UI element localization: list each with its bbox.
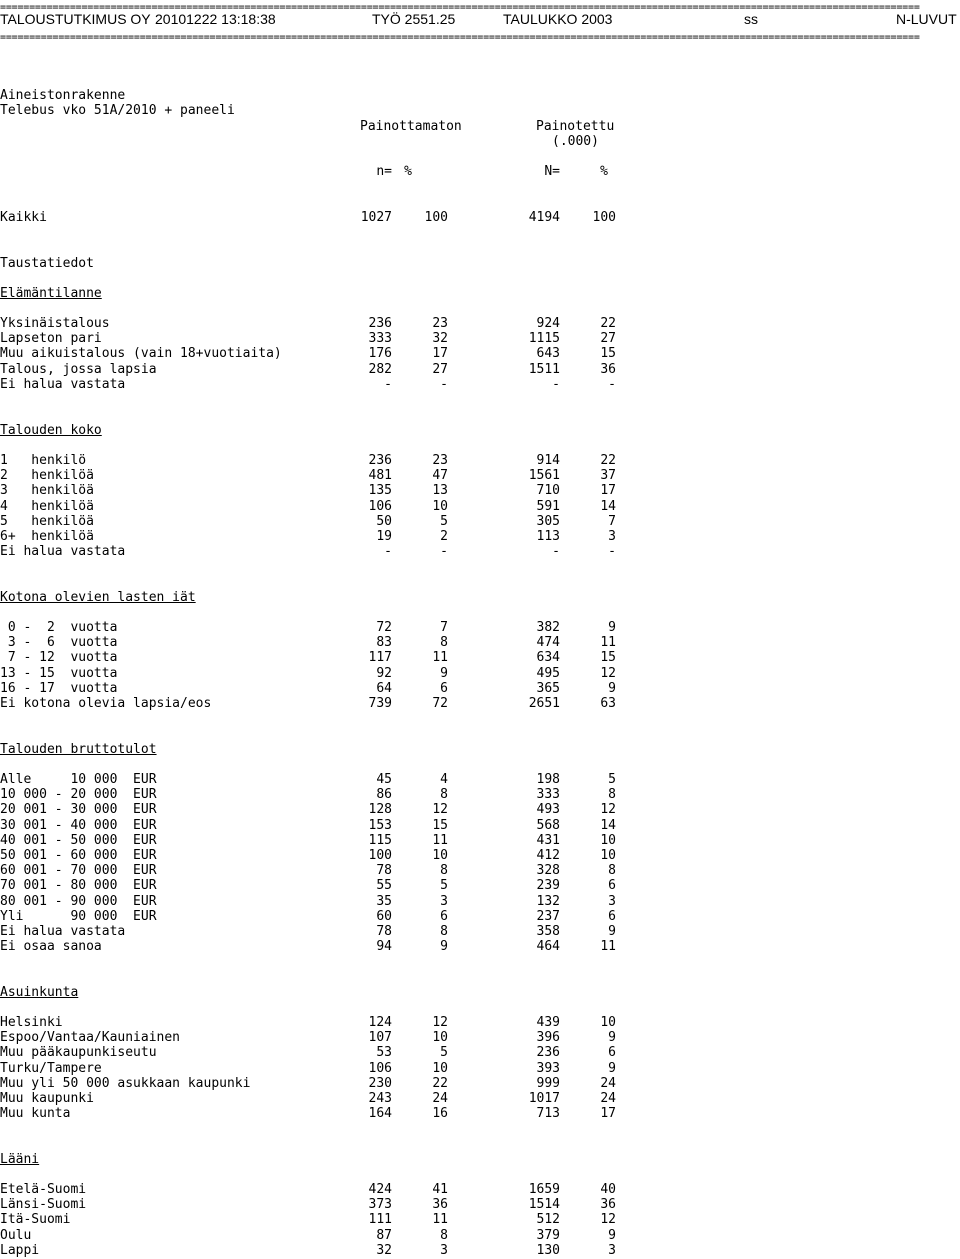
N-value: 130	[536, 1242, 560, 1258]
pct-weighted-value: 40	[600, 1182, 616, 1197]
pct-weighted-value: 17	[600, 1106, 616, 1122]
pct-value: 11	[432, 650, 448, 666]
pct-value: 8	[440, 787, 448, 803]
n-value: 236	[368, 453, 392, 468]
table-row	[0, 1091, 960, 1107]
pct-value: 10	[432, 848, 448, 863]
row-label: 40 001 - 50 000 EUR	[0, 832, 157, 848]
N-value: -	[552, 376, 560, 392]
n-value: 60	[376, 908, 392, 924]
pct-weighted-value: 9	[608, 620, 616, 635]
pct-weighted-value: 24	[600, 1075, 616, 1091]
n-value: 333	[368, 331, 392, 347]
N-value: 1017	[528, 1091, 560, 1106]
pct-value: 12	[432, 802, 448, 818]
pct-weighted-value: 10	[600, 832, 616, 848]
N-value: 1511	[528, 361, 560, 377]
row-label: Ei halua vastata	[0, 376, 126, 392]
table-row	[0, 924, 960, 940]
pct-weighted-value: 8	[608, 787, 616, 803]
n-value: 64	[376, 680, 392, 696]
pct-value: 17	[432, 346, 448, 362]
row-label: Länsi-Suomi	[0, 1197, 87, 1213]
row-label: 10 000 - 20 000 EUR	[0, 787, 157, 803]
N-value: 237	[536, 908, 560, 924]
table-row	[0, 1212, 960, 1228]
intro-title: Aineistonrakenne	[0, 88, 126, 103]
N-value: 198	[536, 772, 560, 787]
N-value: 914	[536, 453, 560, 468]
pct-value: 12	[432, 1015, 448, 1030]
row-label: 50 001 - 60 000 EUR	[0, 848, 157, 863]
row-label: 0 - 2 vuotta	[0, 620, 118, 635]
N-value: 333	[536, 787, 560, 803]
col-head-pct-weighted: %	[600, 164, 608, 179]
row-label: Muu yli 50 000 asukkaan kaupunki	[0, 1075, 251, 1091]
pct-value: 2	[440, 529, 448, 544]
n-value: 87	[376, 1227, 392, 1243]
n-value: 124	[368, 1015, 392, 1030]
N-value: 305	[536, 513, 560, 529]
row-label: Espoo/Vantaa/Kauniainen	[0, 1030, 181, 1046]
pct-value: 3	[440, 893, 448, 909]
pct-value: 7	[440, 620, 448, 635]
row-label: Helsinki	[0, 1015, 63, 1030]
pct-value: 5	[440, 878, 448, 894]
total-row	[0, 210, 960, 226]
row-label: Itä-Suomi	[0, 1212, 71, 1228]
row-label: Alle 10 000 EUR	[0, 772, 157, 787]
n-value: 32	[376, 1242, 392, 1258]
table-row	[0, 346, 960, 362]
row-label: Muu aikuistalous (vain 18+vuotiaita)	[0, 346, 282, 362]
n-value: 115	[368, 832, 392, 848]
table-row	[0, 377, 960, 393]
pct-value: 27	[432, 361, 448, 377]
n-value: 19	[376, 529, 392, 544]
pct-weighted-value: 22	[600, 316, 616, 331]
row-label: Muu kaupunki	[0, 1091, 94, 1106]
table-row	[0, 833, 960, 849]
section-title: Elämäntilanne	[0, 286, 102, 301]
N-value: 643	[536, 346, 560, 362]
N-value: 1514	[528, 1197, 560, 1213]
table-row	[0, 1228, 960, 1244]
table-row	[0, 453, 960, 469]
n-value: 739	[368, 696, 392, 711]
row-label: 30 001 - 40 000 EUR	[0, 817, 157, 833]
n-value: 100	[368, 848, 392, 863]
pct-weighted-value: 24	[600, 1091, 616, 1106]
pct-value: 23	[432, 453, 448, 468]
pct-value: 36	[432, 1197, 448, 1213]
N-value: 431	[536, 832, 560, 848]
N-value: 236	[536, 1045, 560, 1061]
n-value: 50	[376, 513, 392, 529]
pct-weighted-value: 27	[600, 331, 616, 347]
pct-weighted-value: 100	[592, 210, 616, 225]
pct-weighted-value: 9	[608, 680, 616, 696]
n-value: 230	[368, 1075, 392, 1091]
pct-weighted-value: 10	[600, 848, 616, 863]
table-row	[0, 1182, 960, 1198]
n-value: 424	[368, 1182, 392, 1197]
table-row	[0, 848, 960, 864]
pct-weighted-value: 63	[600, 696, 616, 711]
row-label: 13 - 15 vuotta	[0, 665, 118, 681]
row-label: 60 001 - 70 000 EUR	[0, 863, 157, 879]
row-label: Yli 90 000 EUR	[0, 908, 157, 924]
N-value: 1561	[528, 468, 560, 484]
pct-weighted-value: 12	[600, 1212, 616, 1228]
table-row	[0, 772, 960, 788]
table-row	[0, 1076, 960, 1092]
n-value: 107	[368, 1030, 392, 1046]
header-job: TYÖ 2551.25	[372, 11, 456, 27]
pct-value: 8	[440, 863, 448, 879]
pct-value: 9	[440, 939, 448, 955]
n-value: 236	[368, 316, 392, 331]
table-row	[0, 681, 960, 697]
table-row	[0, 1015, 960, 1031]
N-value: 474	[536, 635, 560, 651]
N-value: 439	[536, 1015, 560, 1030]
N-value: 412	[536, 848, 560, 863]
pct-value: 10	[432, 498, 448, 514]
N-value: 710	[536, 483, 560, 499]
table-row	[0, 863, 960, 879]
n-value: 128	[368, 802, 392, 818]
N-value: 365	[536, 680, 560, 696]
n-value: 282	[368, 361, 392, 377]
table-row	[0, 802, 960, 818]
row-label: Lappi	[0, 1242, 40, 1258]
pct-value: -	[440, 376, 448, 392]
row-label: Muu pääkaupunkiseutu	[0, 1045, 157, 1061]
row-label: 3 henkilöä	[0, 483, 94, 499]
N-value: 2651	[528, 696, 560, 711]
pct-weighted-value: 17	[600, 483, 616, 499]
N-value: 379	[536, 1227, 560, 1243]
pct-weighted-value: -	[608, 376, 616, 392]
table-row	[0, 483, 960, 499]
table-row	[0, 787, 960, 803]
pct-value: 6	[440, 908, 448, 924]
pct-value: 5	[440, 513, 448, 529]
pct-weighted-value: 36	[600, 361, 616, 377]
N-value: 495	[536, 665, 560, 681]
row-label: Etelä-Suomi	[0, 1182, 87, 1197]
row-label: 7 - 12 vuotta	[0, 650, 118, 666]
table-row	[0, 650, 960, 666]
N-value: 591	[536, 498, 560, 514]
n-value: 117	[368, 650, 392, 666]
header-code: ss	[744, 11, 758, 27]
row-label: Kaikki	[0, 210, 47, 225]
N-value: 999	[536, 1075, 560, 1091]
row-label: Muu kunta	[0, 1106, 71, 1122]
pct-weighted-value: 22	[600, 453, 616, 468]
table-row	[0, 666, 960, 682]
pct-weighted-value: 9	[608, 1060, 616, 1076]
pct-value: 32	[432, 331, 448, 347]
top-rule: ==============================================================================================================================================================	[0, 2, 920, 13]
row-label: Yksinäistalous	[0, 316, 110, 331]
pct-weighted-value: 6	[608, 1045, 616, 1061]
pct-value: 22	[432, 1075, 448, 1091]
n-value: 94	[376, 939, 392, 955]
section-title: Talouden koko	[0, 423, 102, 438]
col-head-pct-unweighted: %	[404, 164, 412, 179]
row-label: 5 henkilöä	[0, 513, 94, 529]
table-row	[0, 894, 960, 910]
table-row	[0, 1106, 960, 1122]
row-label: Lapseton pari	[0, 331, 102, 347]
pct-value: 16	[432, 1106, 448, 1122]
pct-weighted-value: 6	[608, 878, 616, 894]
n-value: 86	[376, 787, 392, 803]
table-row	[0, 635, 960, 651]
pct-value: 6	[440, 680, 448, 696]
n-value: 111	[368, 1212, 392, 1228]
pct-weighted-value: 3	[608, 1242, 616, 1258]
N-value: 396	[536, 1030, 560, 1046]
N-value: 393	[536, 1060, 560, 1076]
pct-value: 11	[432, 1212, 448, 1228]
pct-value: 8	[440, 924, 448, 939]
pct-value: 13	[432, 483, 448, 499]
pct-weighted-value: 6	[608, 908, 616, 924]
n-value: 78	[376, 863, 392, 879]
n-value: 481	[368, 468, 392, 484]
row-label: 20 001 - 30 000 EUR	[0, 802, 157, 818]
n-value: 373	[368, 1197, 392, 1213]
pct-value: -	[440, 544, 448, 560]
pct-weighted-value: 3	[608, 529, 616, 544]
pct-value: 23	[432, 316, 448, 331]
pct-weighted-value: 10	[600, 1015, 616, 1030]
n-value: 243	[368, 1091, 392, 1106]
n-value: 92	[376, 665, 392, 681]
table-row	[0, 620, 960, 636]
pct-value: 8	[440, 635, 448, 651]
section-title: Talouden bruttotulot	[0, 742, 157, 757]
pct-weighted-value: 9	[608, 924, 616, 939]
pct-value: 10	[432, 1060, 448, 1076]
row-label: Turku/Tampere	[0, 1060, 102, 1076]
pct-weighted-value: 12	[600, 665, 616, 681]
N-value: 113	[536, 529, 560, 544]
n-value: 83	[376, 635, 392, 651]
n-value: 1027	[360, 210, 392, 225]
table-row	[0, 529, 960, 545]
section-title: Asuinkunta	[0, 985, 79, 1000]
table-row	[0, 939, 960, 955]
table-row	[0, 1045, 960, 1061]
N-value: 713	[536, 1106, 560, 1122]
pct-weighted-value: 14	[600, 817, 616, 833]
n-value: 153	[368, 817, 392, 833]
pct-weighted-value: 14	[600, 498, 616, 514]
col-head-weighted-unit: (.000)	[552, 134, 599, 149]
N-value: 358	[536, 924, 560, 939]
n-value: 45	[376, 772, 392, 787]
pct-value: 47	[432, 468, 448, 484]
table-row	[0, 909, 960, 925]
N-value: 568	[536, 817, 560, 833]
N-value: 512	[536, 1212, 560, 1228]
N-value: 1659	[528, 1182, 560, 1197]
N-value: 634	[536, 650, 560, 666]
row-label: Oulu	[0, 1227, 32, 1243]
table-row	[0, 362, 960, 378]
N-value: 924	[536, 316, 560, 331]
col-head-weighted: Painotettu	[536, 119, 615, 134]
row-label: Talous, jossa lapsia	[0, 361, 157, 377]
header-datetime: 20101222 13:18:38	[155, 11, 276, 27]
n-value: 106	[368, 1060, 392, 1076]
row-label: Ei halua vastata	[0, 544, 126, 560]
table-row	[0, 878, 960, 894]
pct-value: 4	[440, 772, 448, 787]
header-kind: N-LUVUT	[896, 11, 957, 27]
table-row	[0, 1061, 960, 1077]
N-value: 464	[536, 939, 560, 955]
pct-weighted-value: 11	[600, 939, 616, 955]
table-row	[0, 818, 960, 834]
n-value: -	[384, 376, 392, 392]
N-value: -	[552, 544, 560, 560]
pct-weighted-value: 9	[608, 1030, 616, 1046]
row-label: Ei kotona olevia lapsia/eos	[0, 696, 212, 711]
n-value: 164	[368, 1106, 392, 1122]
pct-weighted-value: 15	[600, 346, 616, 362]
row-label: 1 henkilö	[0, 453, 87, 468]
N-value: 4194	[528, 210, 560, 225]
pct-weighted-value: -	[608, 544, 616, 560]
pct-value: 11	[432, 832, 448, 848]
n-value: 72	[376, 620, 392, 635]
col-head-unweighted: Painottamaton	[360, 119, 462, 134]
pct-value: 15	[432, 817, 448, 833]
section-title: Kotona olevien lasten iät	[0, 590, 196, 605]
n-value: 55	[376, 878, 392, 894]
pct-weighted-value: 8	[608, 863, 616, 879]
table-row	[0, 468, 960, 484]
table-row	[0, 696, 960, 712]
table-row	[0, 331, 960, 347]
n-value: 176	[368, 346, 392, 362]
pct-weighted-value: 36	[600, 1197, 616, 1213]
N-value: 1115	[528, 331, 560, 347]
pct-value: 24	[432, 1091, 448, 1106]
pct-weighted-value: 15	[600, 650, 616, 666]
section-title: Lääni	[0, 1152, 40, 1167]
row-label: 4 henkilöä	[0, 498, 94, 514]
header-rule: ==============================================================================================================================================================	[0, 32, 920, 43]
n-value: 78	[376, 924, 392, 939]
n-value: 35	[376, 893, 392, 909]
pct-weighted-value: 9	[608, 1227, 616, 1243]
pct-value: 41	[432, 1182, 448, 1197]
col-head-n: n=	[376, 164, 392, 179]
pct-value: 72	[432, 696, 448, 711]
intro-subtitle: Telebus vko 51A/2010 + paneeli	[0, 103, 235, 118]
n-value: 135	[368, 483, 392, 499]
table-row	[0, 316, 960, 332]
pct-weighted-value: 12	[600, 802, 616, 818]
row-label: 70 001 - 80 000 EUR	[0, 878, 157, 894]
pct-value: 9	[440, 665, 448, 681]
header-company: TALOUSTUTKIMUS OY	[0, 11, 151, 27]
row-label: 2 henkilöä	[0, 468, 94, 484]
row-label: 16 - 17 vuotta	[0, 680, 118, 696]
header-table: TAULUKKO 2003	[503, 11, 613, 27]
pct-weighted-value: 37	[600, 468, 616, 484]
row-label: Ei osaa sanoa	[0, 939, 102, 955]
pct-weighted-value: 11	[600, 635, 616, 651]
pct-value: 10	[432, 1030, 448, 1046]
N-value: 132	[536, 893, 560, 909]
row-label: 80 001 - 90 000 EUR	[0, 893, 157, 909]
pct-value: 3	[440, 1242, 448, 1258]
N-value: 239	[536, 878, 560, 894]
pct-value: 5	[440, 1045, 448, 1061]
pct-weighted-value: 5	[608, 772, 616, 787]
n-value: -	[384, 544, 392, 560]
N-value: 493	[536, 802, 560, 818]
pct-weighted-value: 3	[608, 893, 616, 909]
N-value: 328	[536, 863, 560, 879]
background-heading: Taustatiedot	[0, 256, 94, 271]
table-row	[0, 499, 960, 515]
table-row	[0, 1197, 960, 1213]
n-value: 106	[368, 498, 392, 514]
row-label: 3 - 6 vuotta	[0, 635, 118, 651]
pct-weighted-value: 7	[608, 513, 616, 529]
n-value: 53	[376, 1045, 392, 1061]
table-row	[0, 544, 960, 560]
pct-value: 100	[424, 210, 448, 225]
col-head-N: N=	[544, 164, 560, 179]
row-label: Ei halua vastata	[0, 924, 126, 939]
table-row	[0, 1030, 960, 1046]
table-row	[0, 1243, 960, 1259]
N-value: 382	[536, 620, 560, 635]
table-row	[0, 514, 960, 530]
pct-value: 8	[440, 1227, 448, 1243]
row-label: 6+ henkilöä	[0, 529, 94, 544]
